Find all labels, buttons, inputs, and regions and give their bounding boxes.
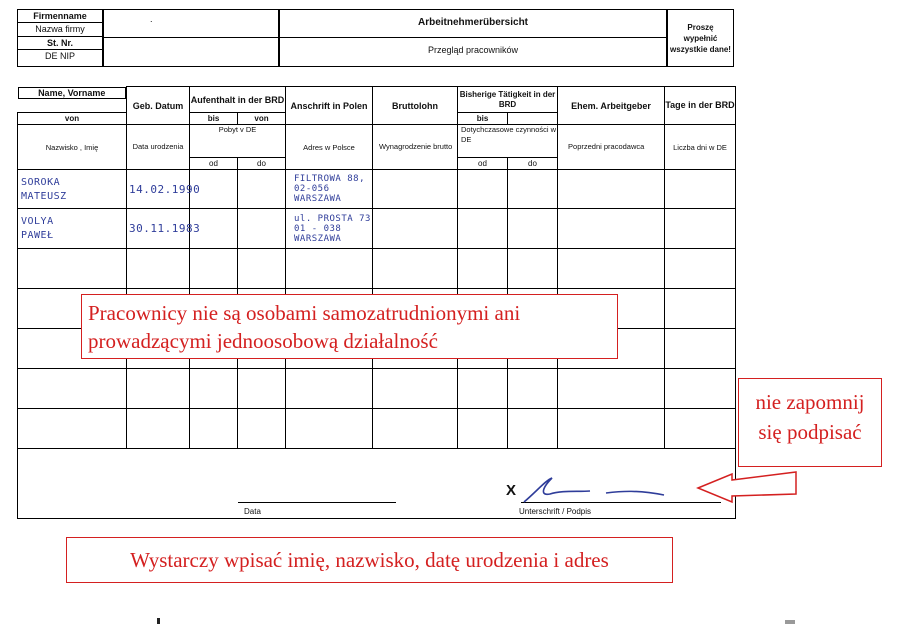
col-stay-do: do (238, 158, 286, 170)
page-subtitle: Przegląd pracowników (427, 45, 519, 55)
cell-days[interactable] (665, 170, 736, 209)
col-stay-pl: Pobyt v DE (190, 125, 286, 158)
company-nip-field[interactable] (103, 37, 279, 67)
col-prev-pl: Dotychczasowe czynności w DE (458, 125, 558, 158)
cell-prev-bis[interactable] (508, 209, 558, 249)
cell-dob[interactable]: 14.02.1990 (127, 170, 190, 209)
label-nazwa-firmy: Nazwa firmy (17, 22, 103, 34)
cell-prev-von[interactable] (458, 209, 508, 249)
col-emp-de: Ehem. Arbeitgeber (558, 87, 665, 125)
col-dob-de: Geb. Datum (127, 87, 190, 125)
fill-all-note: Proszę wypełnić wszystkie dane! (667, 9, 734, 67)
col-days-de: Tage in der BRD (665, 87, 736, 125)
col-prev-od: od (458, 158, 508, 170)
col-gross-de: Bruttolohn (373, 87, 458, 125)
company-dot: . (150, 14, 153, 24)
col-stay-od: od (190, 158, 238, 170)
col-name-pl: Nazwisko , Imię (18, 125, 127, 170)
cell-name[interactable]: VOLYA PAWEŁ (18, 209, 127, 249)
signature-x: X (506, 482, 517, 499)
signature-scribble (518, 474, 668, 506)
page-title: Arbeitnehmerübersicht (417, 16, 529, 28)
col-stay-de: Aufenthalt in der BRD (190, 87, 286, 113)
cell-gross[interactable] (373, 170, 458, 209)
col-stay-von: von (18, 113, 127, 125)
self-employed-callout: Pracownicy nie są osobami samozatrudnionymi ani prowadzącymi jednoosobową działalność (81, 294, 618, 359)
fill-hint-callout: Wystarczy wpisać imię, nazwisko, datę urodzenia i adres (66, 537, 673, 583)
table-row (18, 409, 736, 449)
cell-stay-bis[interactable] (238, 209, 286, 249)
scan-artifact (785, 620, 795, 624)
table-row (18, 170, 736, 209)
cell-name[interactable]: SOROKA MATEUSZ (18, 170, 127, 209)
col-days-pl: Liczba dni w DE (665, 125, 736, 170)
cell-address[interactable]: ul. PROSTA 73 01 - 038 WARSZAWA (286, 209, 373, 249)
table-row (18, 369, 736, 409)
col-addr-de: Anschrift in Polen (286, 87, 373, 125)
col-prev-bis: bis (458, 113, 508, 125)
cell-employer[interactable] (558, 170, 665, 209)
label-firmenname: Firmenname (33, 10, 87, 21)
cell-address[interactable]: FILTROWA 88, 02-056 WARSZAWA (286, 170, 373, 209)
col-dob-pl: Data urodzenia (127, 125, 190, 170)
col-prev-do: do (508, 158, 558, 170)
cell-stay-bis[interactable] (238, 170, 286, 209)
col-stay-bis: bis (190, 113, 238, 125)
cell-prev-bis[interactable] (508, 170, 558, 209)
arrow-left-icon (696, 464, 802, 504)
label-st-nr: St. Nr. (17, 36, 103, 48)
cell-dob[interactable]: 30.11.1983 (127, 209, 190, 249)
date-label: Data (244, 507, 261, 516)
col-prev-de: Bisherige Tätigkeit in der BRD (458, 87, 558, 113)
cell-prev-von[interactable] (458, 170, 508, 209)
table-row (18, 249, 736, 289)
sign-reminder-callout: nie zapomnij się podpisać (738, 378, 882, 467)
scan-artifact (157, 618, 160, 624)
col-name-de: Name, Vorname (18, 87, 127, 99)
cell-days[interactable] (665, 209, 736, 249)
col-emp-pl: Poprzedni pracodawca (558, 125, 665, 170)
col-addr-pl: Adres w Polsce (286, 125, 373, 170)
date-line (238, 502, 396, 503)
cell-employer[interactable] (558, 209, 665, 249)
label-de-nip: DE NIP (17, 49, 103, 61)
table-row (18, 209, 736, 249)
signature-label: Unterschrift / Podpis (519, 507, 592, 516)
col-gross-pl: Wynagrodzenie brutto (373, 125, 458, 170)
company-name-field[interactable] (103, 9, 279, 38)
col-prev-von: von (238, 113, 286, 125)
cell-gross[interactable] (373, 209, 458, 249)
